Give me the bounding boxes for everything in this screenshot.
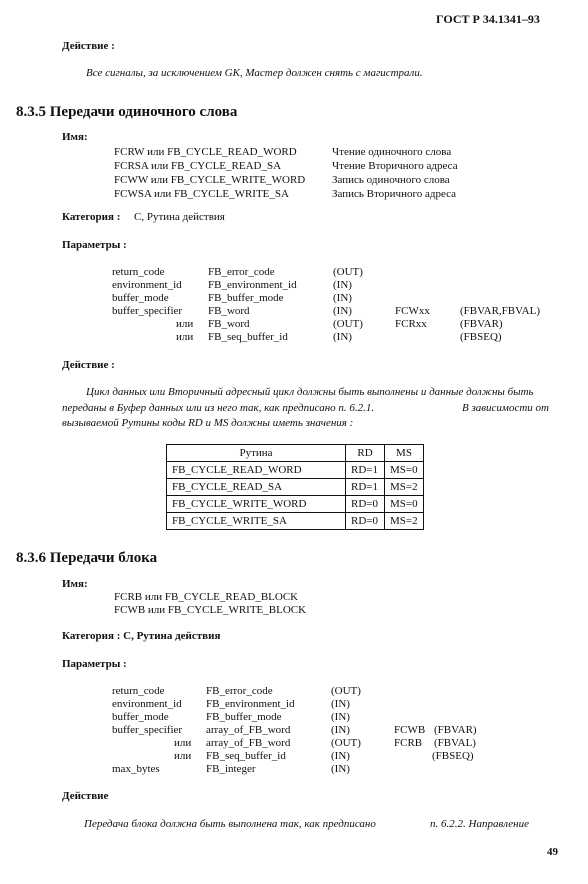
table-header: MS [385, 445, 424, 462]
param-dir: (IN) [331, 711, 350, 723]
table-cell: MS=2 [385, 479, 424, 496]
table-cell: MS=0 [385, 496, 424, 513]
table-cell: RD=1 [346, 462, 385, 479]
param-dir: (IN) [333, 292, 352, 304]
param-name: return_code [112, 685, 165, 697]
s835-params-label: Параметры : [62, 239, 127, 251]
s835-name-left: FCWW или FB_CYCLE_WRITE_WORD [114, 174, 306, 186]
param-type: FB_environment_id [206, 698, 295, 710]
param-code: FCWxx [395, 305, 430, 317]
table-row [167, 513, 424, 530]
param-type: FB_integer [206, 763, 256, 775]
param-dir: (IN) [333, 331, 352, 343]
s835-name-left: FCWSA или FB_CYCLE_WRITE_SA [114, 188, 289, 200]
s836-params-label: Параметры : [62, 658, 127, 670]
table-header-row [167, 445, 424, 462]
param-mode: (FBVAR) [460, 318, 503, 330]
s835-name-right: Запись одиночного слова [332, 174, 450, 186]
param-dir: (OUT) [333, 318, 363, 330]
param-name: buffer_mode [112, 292, 169, 304]
param-or: или [176, 318, 194, 330]
param-name: return_code [112, 266, 165, 278]
param-type: FB_word [208, 318, 250, 330]
s836-category: Категория : С, Рутина действия [62, 630, 221, 642]
s835-name-left: FCRSA или FB_CYCLE_READ_SA [114, 160, 282, 172]
s836-action-label: Действие [62, 790, 109, 802]
s836-name: FCWB или FB_CYCLE_WRITE_BLOCK [114, 604, 307, 616]
table-cell: FB_CYCLE_READ_SA [167, 479, 346, 496]
s835-category-value: С, Рутина действия [134, 211, 225, 223]
param-mode: (FBVAL) [434, 737, 476, 749]
param-code: FCRB [394, 737, 423, 749]
table-cell: MS=2 [385, 513, 424, 530]
s835-name-left: FCRW или FB_CYCLE_READ_WORD [114, 146, 297, 158]
param-dir: (OUT) [333, 266, 363, 278]
param-type: FB_seq_buffer_id [206, 750, 286, 762]
param-dir: (IN) [331, 763, 350, 775]
s835-name-right: Запись Вторичного адреса [332, 188, 456, 200]
document-header: ГОСТ Р 34.1341–93 [436, 12, 540, 26]
param-code: FCRxx [395, 318, 427, 330]
param-dir: (IN) [331, 750, 350, 762]
section-836-title: 8.3.6 Передачи блока [16, 550, 158, 566]
s835-name-right: Чтение одиночного слова [332, 146, 452, 158]
s835-action-line3: вызываемой Рутины коды RD и MS должны иметь значения : [62, 417, 354, 429]
param-type: array_of_FB_word [206, 724, 291, 736]
param-or: или [176, 331, 194, 343]
param-type: FB_word [208, 305, 250, 317]
param-dir: (IN) [333, 305, 352, 317]
top-action-label: Действие : [62, 40, 115, 52]
param-type: FB_buffer_mode [206, 711, 282, 723]
param-mode: (FBSEQ) [432, 750, 474, 762]
param-name: buffer_specifier [112, 305, 183, 317]
param-type: FB_buffer_mode [208, 292, 284, 304]
param-name: max_bytes [112, 763, 160, 775]
s836-name-label: Имя: [62, 578, 88, 590]
param-or: или [174, 750, 192, 762]
param-name: environment_id [112, 698, 182, 710]
param-name: buffer_mode [112, 711, 169, 723]
s835-category-label: Категория : [62, 211, 121, 223]
param-type: FB_environment_id [208, 279, 297, 291]
table-header: Рутина [167, 445, 346, 462]
param-dir: (IN) [331, 698, 350, 710]
table-row [167, 462, 424, 479]
s835-action-line2b: В зависимости от [462, 402, 549, 414]
table-cell: RD=1 [346, 479, 385, 496]
param-type: FB_error_code [206, 685, 273, 697]
table-cell: FB_CYCLE_READ_WORD [167, 462, 346, 479]
param-mode: (FBSEQ) [460, 331, 502, 343]
param-mode: (FBVAR) [434, 724, 477, 736]
table-cell: RD=0 [346, 513, 385, 530]
table-row [167, 496, 424, 513]
param-dir: (OUT) [331, 737, 361, 749]
routine-codes-table [166, 444, 424, 530]
param-type: FB_error_code [208, 266, 275, 278]
param-name: buffer_specifier [112, 724, 183, 736]
param-type: FB_seq_buffer_id [208, 331, 288, 343]
top-action-text: Все сигналы, за исключением GK, Мастер должен снять с магистрали. [86, 67, 423, 79]
s836-action-text-a: Передача блока должна быть выполнена так, как предписано [84, 818, 376, 830]
param-type: array_of_FB_word [206, 737, 291, 749]
section-835-title: 8.3.5 Передачи одиночного слова [16, 104, 238, 120]
page-number: 49 [547, 846, 558, 858]
param-dir: (IN) [333, 279, 352, 291]
param-mode: (FBVAR,FBVAL) [460, 305, 540, 317]
table-cell: MS=0 [385, 462, 424, 479]
param-dir: (OUT) [331, 685, 361, 697]
param-code: FCWB [394, 724, 426, 736]
table-header: RD [346, 445, 385, 462]
table-cell: RD=0 [346, 496, 385, 513]
table-cell: FB_CYCLE_WRITE_SA [167, 513, 346, 530]
s835-action-line2a: переданы в Буфер данных или из него так, как предписано п. 6.2.1. [62, 402, 375, 414]
param-or: или [174, 737, 192, 749]
s835-action-line1: Цикл данных или Вторичный адресный цикл должны быть выполнены и данные должны быть [86, 386, 534, 398]
s835-name-right: Чтение Вторичного адреса [332, 160, 458, 172]
param-name: environment_id [112, 279, 182, 291]
s835-action-label: Действие : [62, 359, 115, 371]
s835-name-label: Имя: [62, 131, 88, 143]
param-dir: (IN) [331, 724, 350, 736]
table-cell: FB_CYCLE_WRITE_WORD [167, 496, 346, 513]
table-row [167, 479, 424, 496]
s836-action-text-b: п. 6.2.2. Направление [430, 818, 530, 830]
s836-name: FCRB или FB_CYCLE_READ_BLOCK [114, 591, 299, 603]
